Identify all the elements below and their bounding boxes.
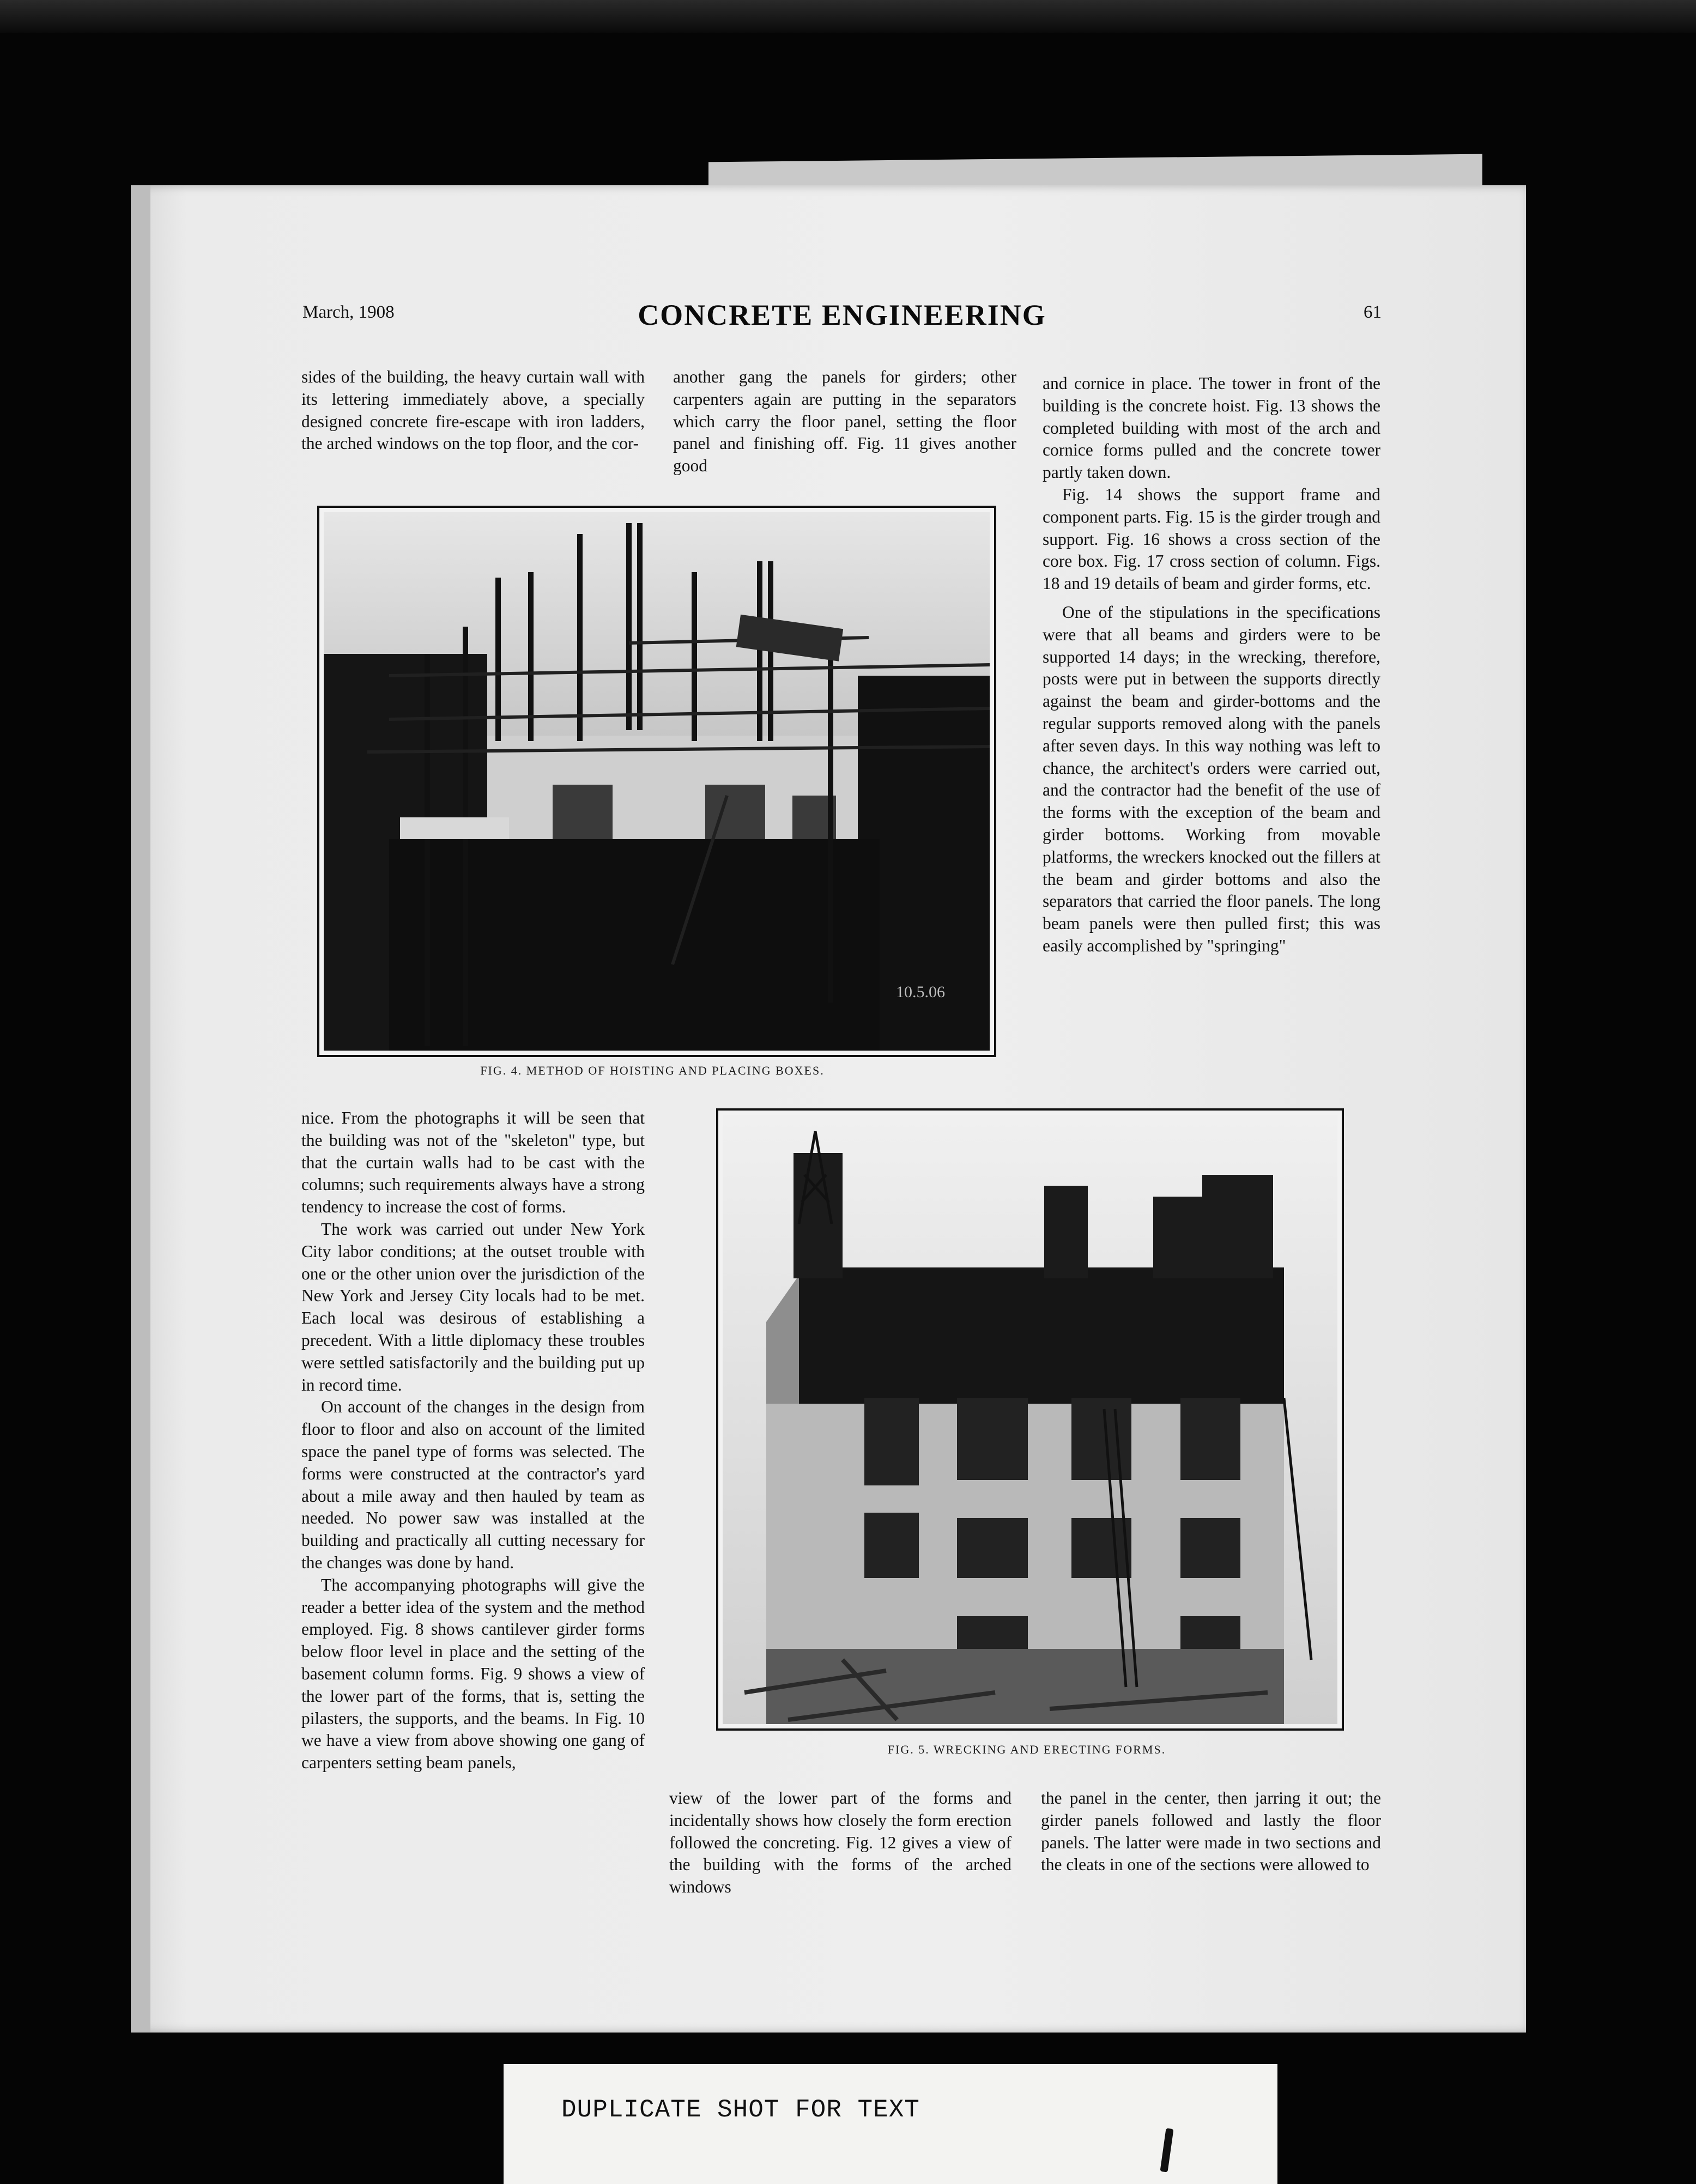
paragraph: view of the lower part of the forms and incidentally shows how closely the form erection followed the concreting. Fig. 12 gives a view of the building with the forms of the arched windows <box>669 1788 1011 1897</box>
figure-4-caption: FIG. 4. METHOD OF HOISTING AND PLACING BOXES. <box>480 1064 825 1077</box>
figure-4-photo <box>317 506 996 1057</box>
paragraph: One of the stipulations in the specifications were that all beams and girders were to be supported 14 days; in the wrecking, therefore, posts were put in between the supports directly against the beam and girder-bottoms and the regular supports removed along with the panels after seven days. In this way nothing was left to chance, the architect's orders were carried out, and the contractor had the benefit of the use of the forms with the exception of the beam and girder bottoms. Working from movable platforms, the wreckers knocked out the fillers at the beam and girder bottoms and also the separators that carried the floor panels. The long beam panels were then pulled first; this was easily accomplished by "springing" <box>1043 602 1380 955</box>
page-number: 61 <box>1364 302 1382 322</box>
top-column-1 <box>301 366 645 455</box>
paragraph: sides of the building, the heavy curtain wall with its lettering immediately above, a specially designed concrete fire-escape with iron ladders, the arched windows on the top floor, and the cor- <box>301 367 645 453</box>
paragraph: On account of the changes in the design from floor to floor and also on account of the limited space the panel type of forms was selected. The forms were constructed at the contractor's yard about a mile away and then hauled by team as needed. No power saw was installed at the building and practically all cutting necessary for the changes was done by hand. <box>301 1397 645 1572</box>
label-text: DUPLICATE SHOT FOR TEXT <box>561 2096 920 2124</box>
page-binding-shadow <box>131 185 150 2033</box>
bottom-right-column <box>1041 1787 1381 1876</box>
paragraph: The work was carried out under New York City labor conditions; at the outset trouble with one or the other union over the jurisdiction of the New York and Jersey City locals had to be met. Each local was desirous of establishing a precedent. With a little diplomacy these troubles were settled satisfactorily and the building put up in record time. <box>301 1219 645 1394</box>
bottom-mid-column <box>669 1787 1011 1898</box>
running-head <box>302 299 1382 335</box>
pen-mark-icon <box>1160 2128 1174 2172</box>
construction-photo-wrecking <box>723 1115 1337 1724</box>
construction-photo-hoisting <box>324 512 990 1051</box>
plate-mark: 10.5.06 <box>896 983 945 1001</box>
right-column <box>1043 373 1380 957</box>
paragraph: and cornice in place. The tower in front of the building is the concrete hoist. Fig. 13 shows the completed building with most of the arch and cornice forms pulled and the concrete tower partly taken down. <box>1043 374 1380 482</box>
journal-title: CONCRETE ENGINEERING <box>638 299 1046 331</box>
paragraph: Fig. 14 shows the support frame and component parts. Fig. 15 is the girder trough and support. Fig. 16 shows a cross section of the core box. Fig. 17 cross section of column. Figs. 18 and 19 details of beam and girder forms, etc. <box>1043 484 1380 593</box>
paragraph: another gang the panels for girders; other carpenters again are putting in the separators which carry the floor panel, setting the floor panel and finishing off. Fig. 11 gives another good <box>673 367 1016 476</box>
archive-label-card <box>504 2064 1277 2184</box>
left-column <box>301 1107 645 1774</box>
paragraph: The accompanying photographs will give the reader a better idea of the system and the method employed. Fig. 8 shows cantilever girder forms below floor level in place and the setting of the basement column forms. Fig. 9 shows a view of the lower part of the forms, that is, setting the pilasters, the supports, and the beams. In Fig. 10 we have a view from above showing one gang of carpenters setting beam panels, <box>301 1575 645 1773</box>
figure-5-photo <box>716 1108 1344 1731</box>
paragraph: nice. From the photographs it will be seen that the building was not of the "skeleton" type, but that the curtain walls had to be cast with the columns; such requirements always have a strong tendency to increase the cost of forms. <box>301 1108 645 1217</box>
paragraph: the panel in the center, then jarring it out; the girder panels followed and lastly the floor panels. The latter were made in two sections and the cleats in one of the sections were allowed to <box>1041 1788 1381 1874</box>
film-top-strip <box>0 0 1696 33</box>
top-column-2 <box>673 366 1016 477</box>
issue-date: March, 1908 <box>302 302 395 322</box>
figure-5-caption: FIG. 5. WRECKING AND ERECTING FORMS. <box>887 1743 1166 1756</box>
